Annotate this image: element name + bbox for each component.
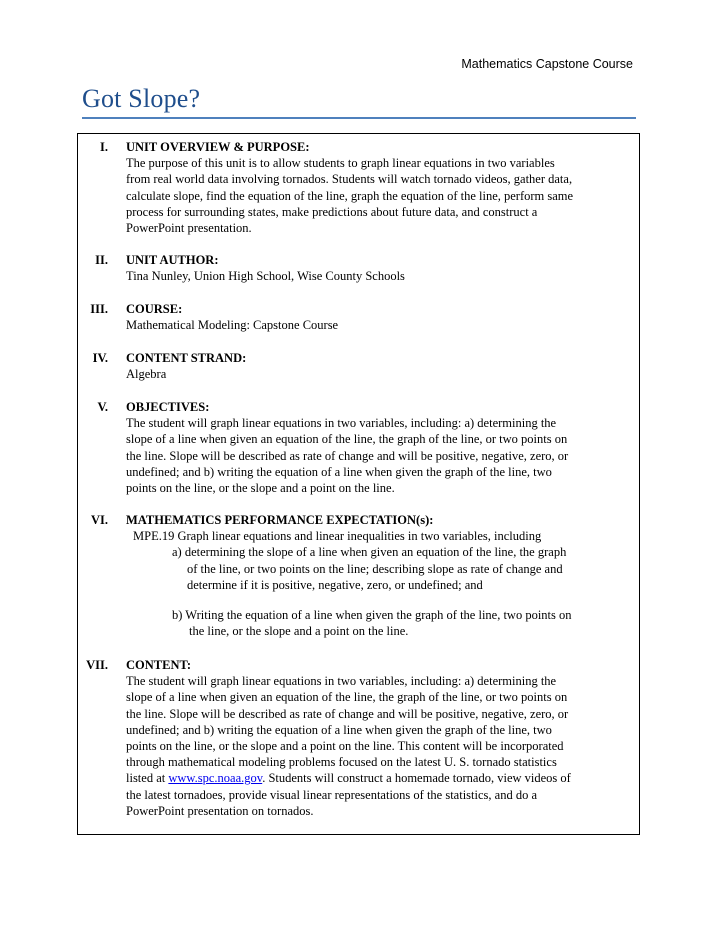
body-line: slope of a line when given an equation of the line, the graph of the line, or two points on (126, 690, 568, 705)
section-heading: MATHEMATICS PERFORMANCE EXPECTATION(s): (126, 513, 434, 527)
page-title: Got Slope? (82, 84, 201, 113)
body-line: the latest tornadoes, provide visual linear representations of the statistics, and do a (126, 787, 537, 802)
section-number: I. (100, 140, 108, 154)
body-line: from real world data involving tornados. Students will watch tornado videos, gather data, (126, 172, 573, 187)
unit-outline-box (77, 133, 640, 835)
body-line-with-link (126, 770, 638, 786)
body-line: PowerPoint presentation. (126, 221, 252, 236)
section-heading: OBJECTIVES: (126, 400, 210, 414)
body-line: a) determining the slope of a line when given an equation of the line, the graph (172, 545, 567, 560)
body-line: calculate slope, find the equation of the line, graph the equation of the line, perform same (126, 188, 574, 203)
body-line: the line. Slope will be described as rate of change and will be positive, negative, zero, or (126, 448, 569, 463)
body-line: of the line, or two points on the line; describing slope as rate of change and (187, 561, 563, 576)
section-number: V. (97, 400, 108, 414)
body-line: The purpose of this unit is to allow students to graph linear equations in two variables (126, 156, 555, 171)
body-line: slope of a line when given an equation of the line, the graph of the line, or two points on (126, 432, 568, 447)
body-line: the line. Slope will be described as rate of change and will be positive, negative, zero, or (126, 706, 569, 721)
section-number: IV. (92, 351, 108, 365)
spc-noaa-link[interactable]: www.spc.noaa.gov (168, 771, 263, 786)
body-line: Mathematical Modeling: Capstone Course (126, 318, 339, 333)
body-line: The student will graph linear equations in two variables, including: a) determining the (126, 416, 557, 431)
section-number: III. (90, 302, 108, 316)
body-line: The student will graph linear equations in two variables, including: a) determining the (126, 674, 557, 689)
section-heading: UNIT AUTHOR: (126, 253, 219, 267)
section-heading: CONTENT STRAND: (126, 351, 247, 365)
body-line: through mathematical modeling problems focused on the latest U. S. tornado statistics (126, 755, 557, 770)
title-divider (82, 117, 636, 119)
body-line: points on the line, or the slope and a point on the line. (126, 481, 395, 496)
section-number: VI. (90, 513, 108, 527)
body-line: the line, or the slope and a point on the line. (189, 624, 409, 639)
section-heading: UNIT OVERVIEW & PURPOSE: (126, 140, 310, 154)
body-line: undefined; and b) writing the equation of a line when given the graph of the line, two (126, 464, 552, 479)
link-suffix: . Students will construct a homemade tornado, view videos of (262, 771, 571, 786)
section-heading: COURSE: (126, 302, 183, 316)
link-prefix: listed at (126, 771, 169, 786)
section-number: II. (95, 253, 108, 267)
body-line: Tina Nunley, Union High School, Wise County Schools (126, 269, 405, 284)
body-line: b) Writing the equation of a line when given the graph of the line, two points on (172, 608, 572, 623)
body-line: undefined; and b) writing the equation of a line when given the graph of the line, two (126, 722, 552, 737)
body-line: PowerPoint presentation on tornados. (126, 803, 314, 818)
body-line: determine if it is positive, negative, zero, or undefined; and (187, 577, 483, 592)
section-heading: CONTENT: (126, 658, 192, 672)
mpe-part-b (126, 607, 638, 639)
body-line: process for surrounding states, make predictions about future data, and construct a (126, 204, 538, 219)
header-course-name: Mathematics Capstone Course (461, 57, 633, 71)
mpe-part-a (126, 544, 638, 593)
section-number: VII. (86, 658, 108, 672)
body-line: Algebra (126, 367, 167, 382)
body-line: points on the line, or the slope and a point on the line. This content will be incorporated (126, 739, 564, 754)
mpe-statement: MPE.19 Graph linear equations and linear inequalities in two variables, including (133, 529, 542, 544)
